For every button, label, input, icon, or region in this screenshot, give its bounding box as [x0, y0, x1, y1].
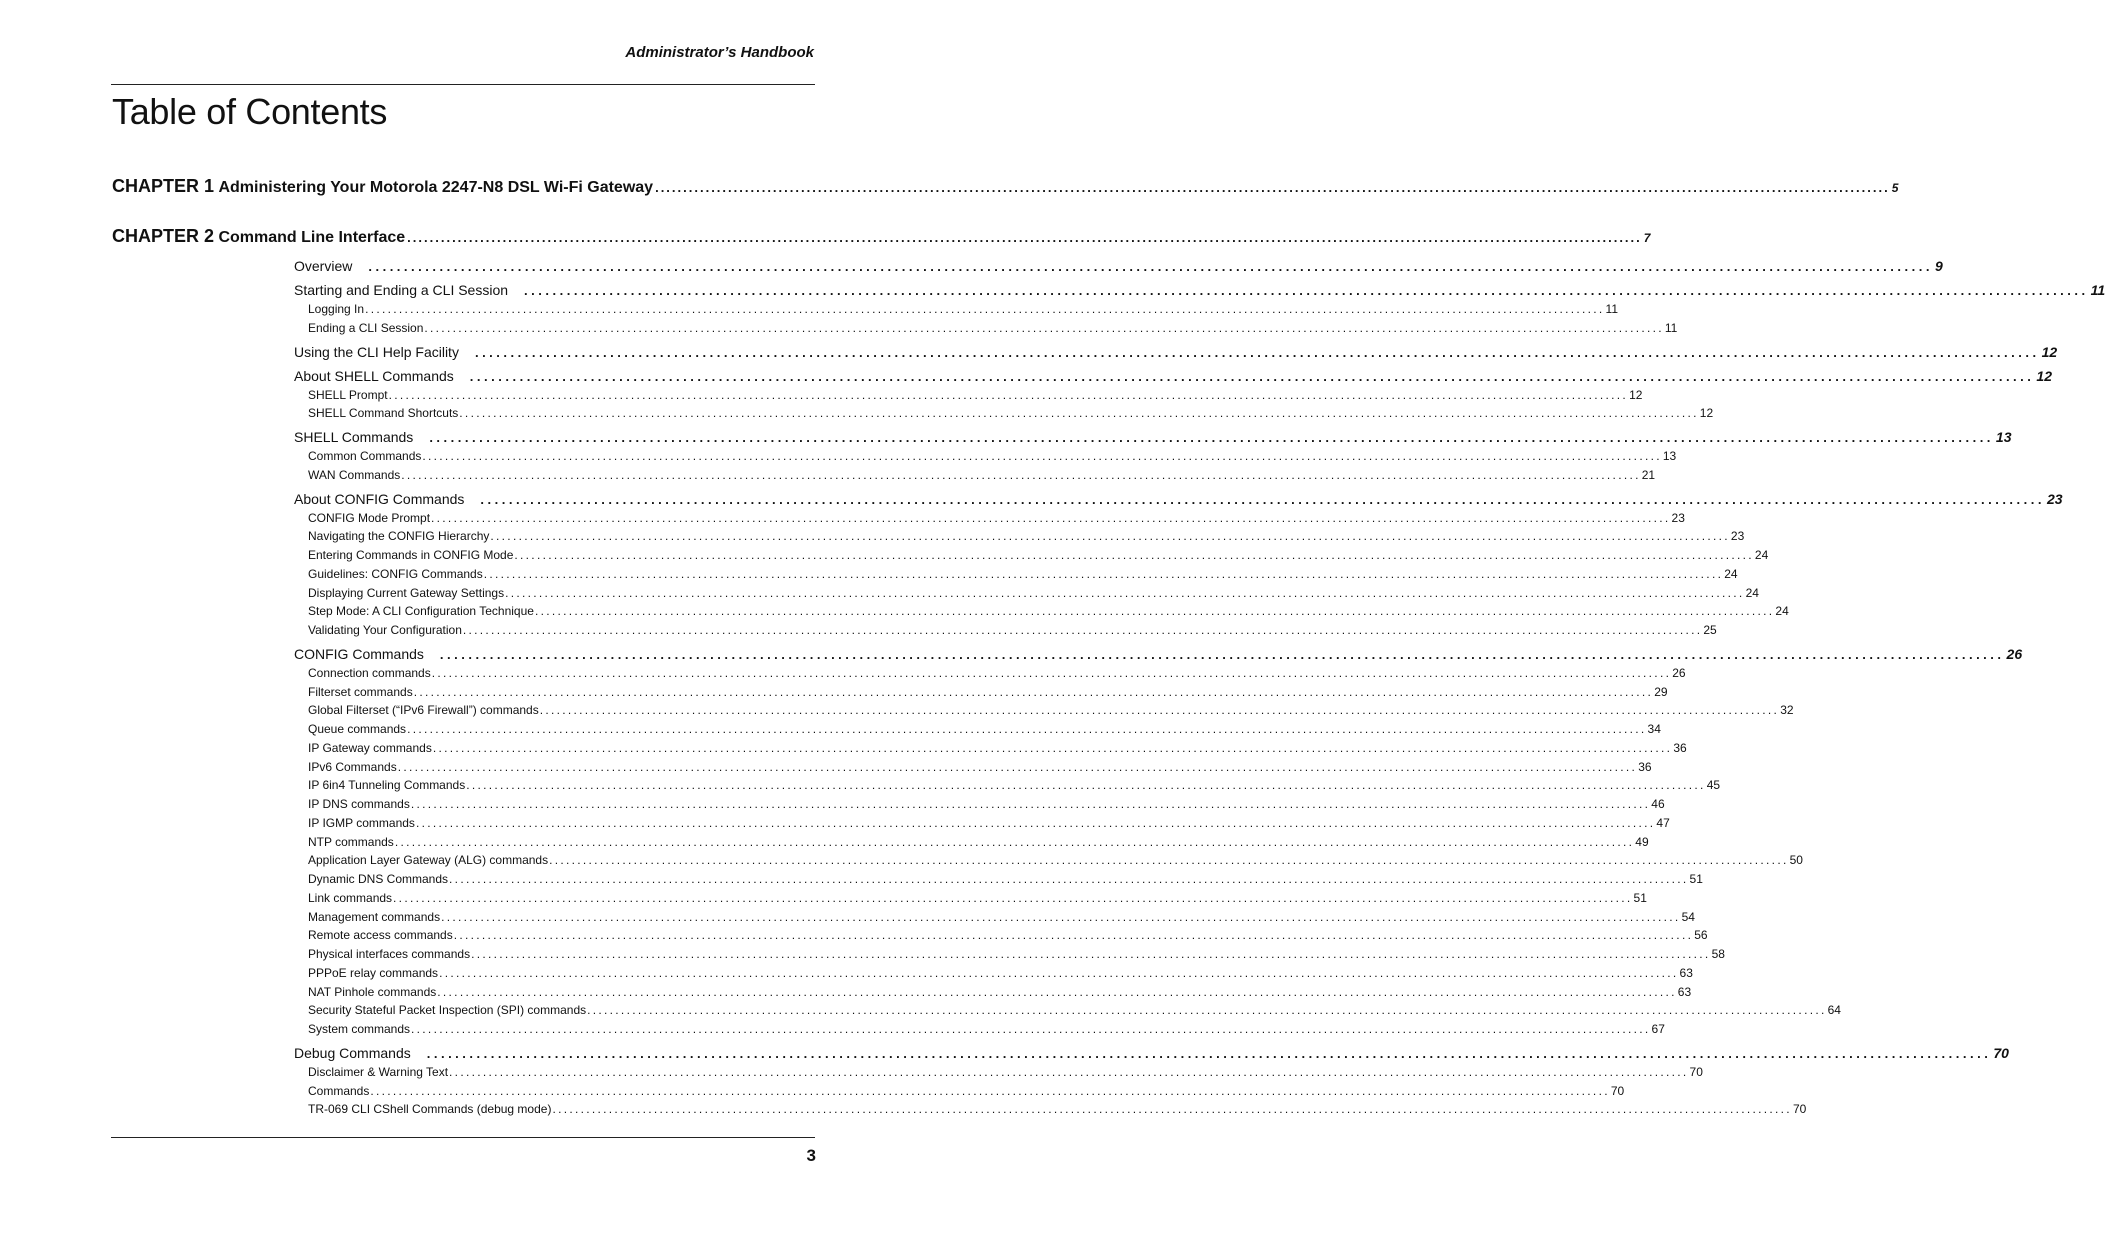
toc-subsection-entry[interactable] — [308, 928, 1708, 943]
dot-leader: ............................................................................................................................................................................................................................ — [394, 834, 1635, 849]
toc-chapter-label — [112, 226, 405, 247]
chapter-title: Command Line Interface — [218, 229, 406, 246]
chapter-number: CHAPTER 1 — [112, 176, 215, 196]
dot-leader: ............................................................................................................................................................................................................................ — [422, 449, 1662, 463]
dot-leader: ............................................................................................................................................................................................................................ — [407, 722, 1647, 736]
toc-entry-page-number: 46 — [1651, 797, 1665, 811]
dot-leader: ............................................................................................................................................................................................................................ — [449, 872, 1689, 886]
chapter-title: Administering Your Motorola 2247-N8 DSL Wi-Fi Gateway — [218, 179, 654, 196]
dot-leader: ............................................................................................................................................................................................................................ — [368, 259, 1933, 274]
toc-entry-label: Using the CLI Help Facility — [294, 343, 459, 360]
toc-entry-label: About SHELL Commands — [294, 367, 454, 384]
toc-section-entry[interactable] — [294, 429, 2012, 445]
toc-entry-label: PPPoE relay commands — [308, 965, 439, 980]
toc-entry-label: Overview — [294, 258, 353, 274]
toc-entry-label: NAT Pinhole commands — [308, 984, 437, 999]
dot-leader: ............................................................................................................................................................................................................................ — [466, 778, 1706, 793]
toc-subsection-entry[interactable] — [308, 965, 1693, 980]
toc-entry-label: Queue commands — [308, 722, 407, 736]
toc-entry-page-number: 32 — [1780, 703, 1794, 718]
toc-entry-page-number: 63 — [1679, 965, 1693, 980]
toc-subsection-entry[interactable] — [308, 585, 1759, 600]
toc-entry-label: Guidelines: CONFIG Commands — [308, 566, 483, 581]
toc-entry-label: CONFIG Mode Prompt — [308, 510, 431, 525]
toc-entry-label: IP Gateway commands — [308, 740, 432, 755]
toc-entry-page-number: 24 — [1745, 585, 1759, 600]
toc-entry-page-number: 13 — [1662, 449, 1677, 463]
toc-entry-label: Dynamic DNS Commands — [308, 872, 449, 886]
dot-leader: ............................................................................................................................................................................................................................ — [480, 491, 2045, 507]
dot-leader: ............................................................................................................................................................................................................................ — [552, 1102, 1792, 1117]
toc-subsection-entry[interactable] — [308, 302, 1619, 316]
toc-subsection-entry[interactable] — [308, 623, 1717, 637]
toc-entry-label: SHELL Command Shortcuts — [308, 406, 459, 421]
toc-entry-label: Logging In — [308, 302, 365, 316]
chapter-page-number: 5 — [1891, 181, 1899, 195]
dot-leader: ............................................................................................................................................................................................................................ — [439, 965, 1679, 980]
dot-leader: ............................................................................................................................................................................................................................ — [397, 759, 1638, 774]
toc-entry-label: System commands — [308, 1022, 411, 1036]
toc-entry-page-number: 21 — [1641, 467, 1656, 482]
toc-entry-page-number: 36 — [1638, 759, 1652, 774]
toc-entry-page-number: 11 — [1664, 320, 1678, 335]
dot-leader: ............................................................................................................................................................................................................................ — [365, 302, 1605, 316]
dot-leader: ............................................................................................................................................................................................................................ — [388, 387, 1629, 402]
toc-entry-page-number: 51 — [1689, 872, 1703, 886]
toc-entry-page-number: 24 — [1754, 548, 1769, 562]
toc-subsection-entry[interactable] — [308, 406, 1714, 421]
toc-entry-label: Commands — [308, 1083, 370, 1098]
toc-entry-label: Link commands — [308, 890, 393, 905]
toc-subsection-entry[interactable] — [308, 548, 1769, 562]
toc-section-entry[interactable] — [294, 258, 1943, 274]
toc-entry-page-number: 50 — [1789, 853, 1803, 868]
chapter-number: CHAPTER 2 — [112, 226, 215, 246]
footer-rule — [111, 1137, 815, 1138]
toc-entry-page-number: 58 — [1711, 947, 1725, 961]
dot-leader: ............................................................................................................................................................................................................................ — [524, 283, 2089, 298]
dot-leader: ............................................................................................................................................................................................................................ — [483, 566, 1724, 581]
dot-leader: ............................................................................................................................................................................................................................ — [514, 548, 1754, 562]
toc-entry-page-number: 12 — [2036, 367, 2052, 384]
toc-entry-page-number: 9 — [1934, 258, 1943, 274]
toc-section-entry[interactable] — [294, 490, 2063, 507]
toc-entry-label: NTP commands — [308, 834, 394, 849]
dot-leader: ............................................................................................................................................................................................................................ — [415, 815, 1656, 830]
toc-entry-label: Connection commands — [308, 665, 431, 680]
header-rule — [111, 84, 815, 85]
toc-subsection-entry[interactable] — [308, 1083, 1625, 1098]
toc-subsection-entry[interactable] — [308, 947, 1725, 961]
toc-subsection-entry[interactable] — [308, 529, 1745, 544]
toc-subsection-entry[interactable] — [308, 387, 1643, 402]
dot-leader: ............................................................................................................................................................................................................................ — [655, 180, 1890, 195]
toc-entry-page-number: 64 — [1827, 1003, 1841, 1018]
running-header: Administrator’s Handbook — [625, 44, 814, 61]
toc-entry-page-number: 67 — [1651, 1022, 1665, 1036]
toc-section-entry[interactable] — [294, 343, 2058, 360]
toc-entry-page-number: 29 — [1654, 684, 1668, 699]
dot-leader: ............................................................................................................................................................................................................................ — [441, 909, 1681, 924]
dot-leader: ............................................................................................................................................................................................................................ — [462, 623, 1703, 637]
toc-entry-page-number: 23 — [1671, 510, 1685, 525]
toc-entry-page-number: 11 — [1605, 302, 1619, 316]
toc-entry-page-number: 23 — [2047, 490, 2063, 507]
toc-entry-page-number: 12 — [2041, 343, 2058, 360]
dot-leader: ............................................................................................................................................................................................................................ — [370, 1083, 1610, 1098]
toc-entry-label: Debug Commands — [294, 1044, 411, 1061]
toc-entry-label: Navigating the CONFIG Hierarchy — [308, 529, 490, 544]
toc-entry-label: Disclaimer & Warning Text — [308, 1064, 449, 1079]
toc-subsection-entry[interactable] — [308, 984, 1692, 999]
toc-entry-page-number: 24 — [1775, 604, 1789, 619]
toc-entry-page-number: 24 — [1724, 566, 1738, 581]
page-title: Table of Contents — [112, 91, 388, 132]
toc-subsection-entry[interactable] — [308, 909, 1695, 924]
toc-entry-label: IP DNS commands — [308, 797, 410, 811]
toc-subsection-entry[interactable] — [308, 722, 1661, 736]
page-number: 3 — [806, 1146, 816, 1165]
toc-entry-page-number: 26 — [2006, 645, 2023, 662]
toc-entry-page-number: 45 — [1706, 778, 1721, 793]
toc-entry-page-number: 36 — [1673, 740, 1687, 755]
toc-subsection-entry[interactable] — [308, 853, 1803, 868]
toc-chapter-entry[interactable] — [112, 176, 1899, 197]
dot-leader: ............................................................................................................................................................................................................................ — [490, 529, 1730, 544]
toc-entry-page-number: 25 — [1703, 623, 1717, 637]
toc-entry-label: WAN Commands — [308, 467, 401, 482]
toc-subsection-entry[interactable] — [308, 740, 1687, 755]
dot-leader: ............................................................................................................................................................................................................................ — [453, 928, 1694, 943]
toc-subsection-entry[interactable] — [308, 872, 1703, 886]
toc-entry-page-number: 34 — [1647, 722, 1661, 736]
toc-subsection-entry[interactable] — [308, 1064, 1703, 1079]
toc-subsection-entry[interactable] — [308, 1003, 1841, 1018]
toc-subsection-entry[interactable] — [308, 815, 1670, 830]
toc-entry-label: Displaying Current Gateway Settings — [308, 585, 505, 600]
toc-section-entry[interactable] — [294, 1044, 2009, 1061]
toc-entry-page-number: 49 — [1635, 834, 1649, 849]
dot-leader: ............................................................................................................................................................................................................................ — [393, 890, 1633, 905]
toc-entry-page-number: 12 — [1699, 406, 1714, 421]
toc-subsection-entry[interactable] — [308, 449, 1677, 463]
toc-chapter-entry[interactable] — [112, 226, 1651, 247]
dot-leader: ............................................................................................................................................................................................................................ — [437, 984, 1677, 999]
toc-section-entry[interactable] — [294, 367, 2052, 384]
toc-subsection-entry[interactable] — [308, 1022, 1665, 1036]
toc-entry-label: Ending a CLI Session — [308, 320, 424, 335]
toc-entry-label: About CONFIG Commands — [294, 490, 465, 507]
toc-entry-label: Application Layer Gateway (ALG) commands — [308, 853, 549, 868]
dot-leader: ............................................................................................................................................................................................................................ — [459, 406, 1699, 421]
dot-leader: ............................................................................................................................................................................................................................ — [539, 703, 1780, 718]
toc-entry-label: TR-069 CLI CShell Commands (debug mode) — [308, 1102, 552, 1117]
dot-leader: ............................................................................................................................................................................................................................ — [449, 1064, 1689, 1079]
dot-leader: ............................................................................................................................................................................................................................ — [505, 585, 1745, 600]
toc-subsection-entry[interactable] — [308, 604, 1789, 619]
toc-subsection-entry[interactable] — [308, 1102, 1807, 1117]
dot-leader: ............................................................................................................................................................................................................................ — [426, 1045, 1992, 1061]
dot-leader: ............................................................................................................................................................................................................................ — [439, 646, 2005, 662]
toc-entry-label: Global Filterset (“IPv6 Firewall”) commands — [308, 703, 539, 718]
toc-subsection-entry[interactable] — [308, 510, 1685, 525]
toc-subsection-entry[interactable] — [308, 834, 1649, 849]
toc-subsection-entry[interactable] — [308, 566, 1738, 581]
toc-entry-label: Entering Commands in CONFIG Mode — [308, 548, 514, 562]
dot-leader: ............................................................................................................................................................................................................................ — [431, 510, 1671, 525]
toc-entry-page-number: 70 — [1610, 1083, 1625, 1098]
toc-subsection-entry[interactable] — [308, 778, 1721, 793]
toc-entry-page-number: 70 — [1993, 1044, 2009, 1061]
dot-leader: ............................................................................................................................................................................................................................ — [413, 684, 1654, 699]
toc-subsection-entry[interactable] — [308, 797, 1665, 811]
toc-entry-page-number: 12 — [1629, 387, 1643, 402]
toc-entry-page-number: 26 — [1672, 665, 1686, 680]
toc-entry-label: Filterset commands — [308, 684, 413, 699]
toc-entry-page-number: 23 — [1730, 529, 1745, 544]
toc-entry-page-number: 47 — [1656, 815, 1670, 830]
toc-subsection-entry[interactable] — [308, 665, 1686, 680]
toc-entry-label: IP 6in4 Tunneling Commands — [308, 778, 466, 793]
dot-leader: ............................................................................................................................................................................................................................ — [432, 740, 1673, 755]
dot-leader: ............................................................................................................................................................................................................................ — [549, 853, 1789, 868]
toc-entry-label: SHELL Prompt — [308, 387, 388, 402]
toc-chapter-label — [112, 176, 653, 197]
dot-leader: ............................................................................................................................................................................................................................ — [411, 1022, 1651, 1036]
dot-leader: ............................................................................................................................................................................................................................ — [407, 230, 1642, 245]
dot-leader: ............................................................................................................................................................................................................................ — [469, 368, 2035, 384]
toc-entry-label: Common Commands — [308, 449, 422, 463]
toc-entry-label: Security Stateful Packet Inspection (SPI) commands — [308, 1003, 587, 1018]
dot-leader: ............................................................................................................................................................................................................................ — [429, 430, 1994, 445]
toc-entry-label: Physical interfaces commands — [308, 947, 471, 961]
toc-entry-label: Step Mode: A CLI Configuration Technique — [308, 604, 534, 619]
toc-entry-page-number: 11 — [2090, 282, 2105, 298]
chapter-page-number: 7 — [1643, 231, 1651, 245]
dot-leader: ............................................................................................................................................................................................................................ — [471, 947, 1711, 961]
toc-subsection-entry[interactable] — [308, 890, 1647, 905]
toc-entry-label: SHELL Commands — [294, 429, 414, 445]
toc-entry-page-number: 70 — [1792, 1102, 1807, 1117]
toc-entry-page-number: 63 — [1677, 984, 1692, 999]
dot-leader: ............................................................................................................................................................................................................................ — [431, 665, 1672, 680]
dot-leader: ............................................................................................................................................................................................................................ — [474, 344, 2040, 360]
toc-entry-label: CONFIG Commands — [294, 645, 424, 662]
toc-entry-label: IPv6 Commands — [308, 759, 397, 774]
toc-subsection-entry[interactable] — [308, 320, 1678, 335]
toc-entry-page-number: 70 — [1689, 1064, 1703, 1079]
toc-entry-page-number: 51 — [1633, 890, 1647, 905]
toc-subsection-entry[interactable] — [308, 684, 1668, 699]
dot-leader: ............................................................................................................................................................................................................................ — [424, 320, 1664, 335]
toc-entry-label: IP IGMP commands — [308, 815, 415, 830]
toc-subsection-entry[interactable] — [308, 703, 1794, 718]
dot-leader: ............................................................................................................................................................................................................................ — [401, 467, 1641, 482]
dot-leader: ............................................................................................................................................................................................................................ — [534, 604, 1775, 619]
dot-leader: ............................................................................................................................................................................................................................ — [410, 797, 1651, 811]
toc-entry-label: Remote access commands — [308, 928, 453, 943]
toc-subsection-entry[interactable] — [308, 467, 1656, 482]
toc-entry-label: Validating Your Configuration — [308, 623, 462, 637]
dot-leader: ............................................................................................................................................................................................................................ — [587, 1003, 1827, 1018]
toc-entry-page-number: 13 — [1995, 429, 2012, 445]
toc-entry-page-number: 56 — [1694, 928, 1708, 943]
toc-subsection-entry[interactable] — [308, 759, 1652, 774]
toc-section-entry[interactable] — [294, 645, 2023, 662]
toc-entry-page-number: 54 — [1681, 909, 1695, 924]
toc-entry-label: Management commands — [308, 909, 441, 924]
toc-entry-label: Starting and Ending a CLI Session — [294, 282, 509, 298]
toc-section-entry[interactable] — [294, 282, 2105, 298]
